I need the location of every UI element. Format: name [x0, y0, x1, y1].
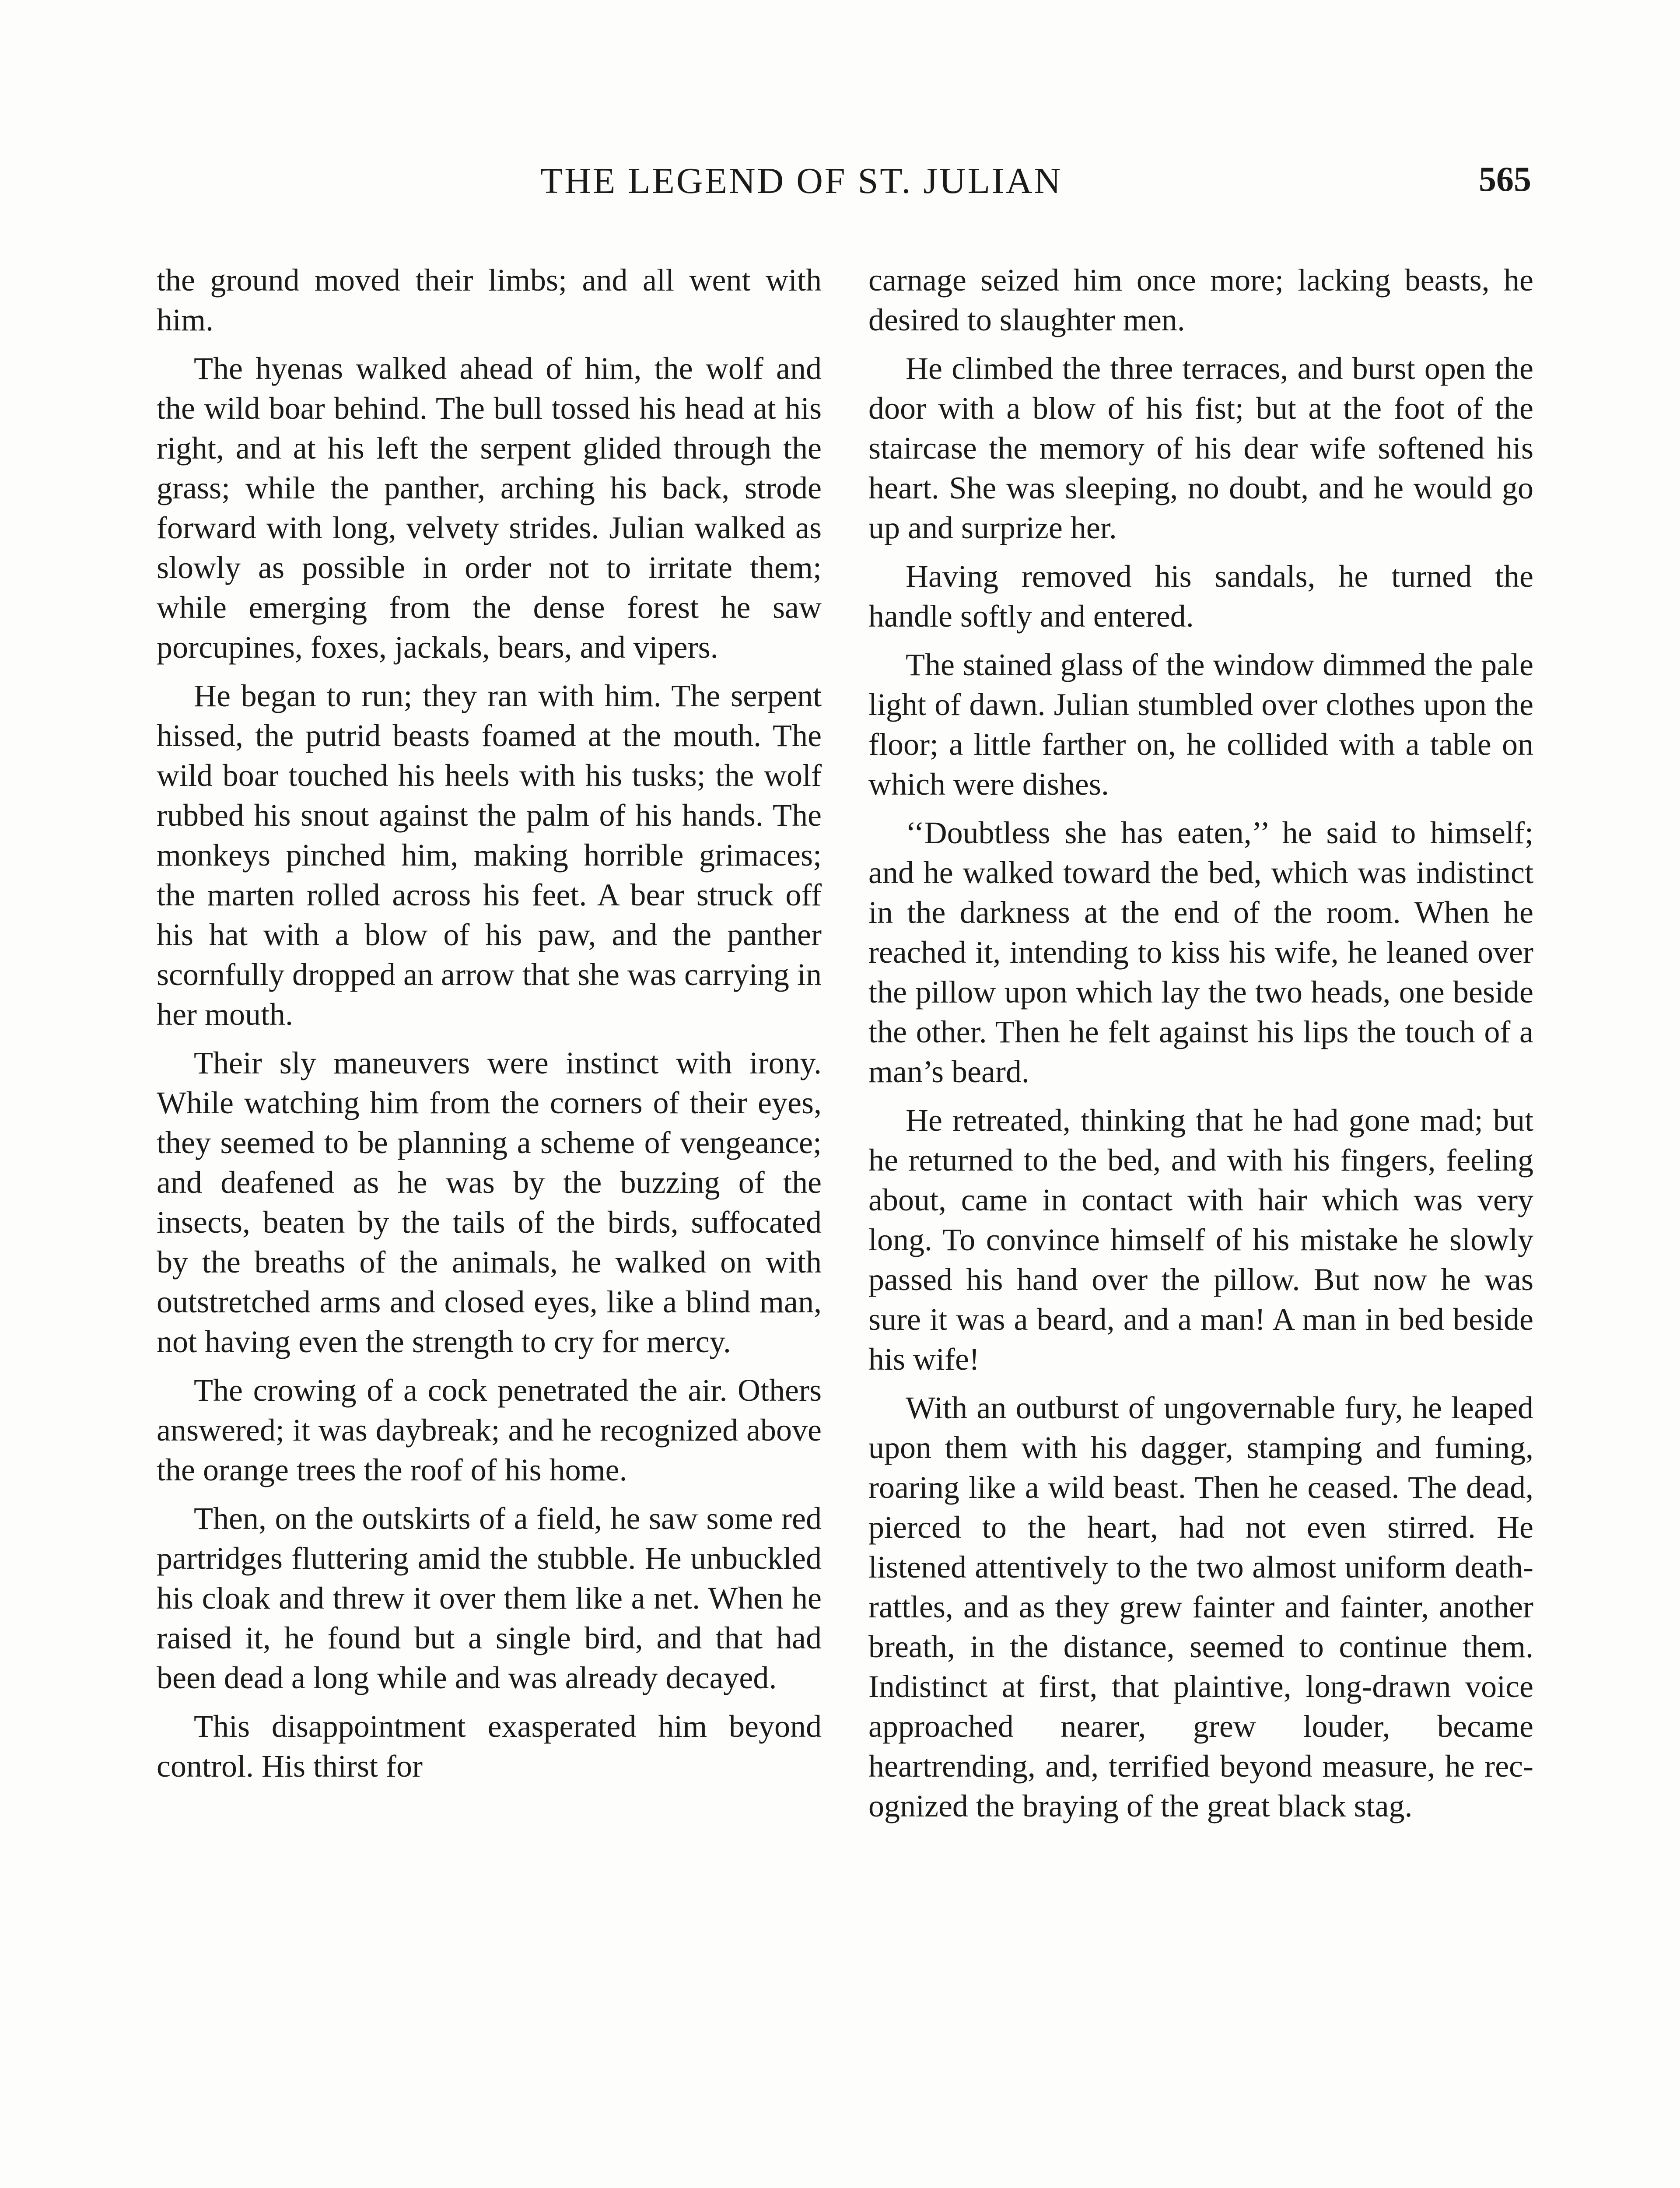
paragraph: carnage seized him once more; lacking beasts, he desired to slaughter men.: [868, 263, 1533, 337]
paragraph: the ground moved their limbs; and all went with him.: [157, 263, 822, 337]
paragraph: This disappointment exasperated him beyond control. His thirst for: [157, 1709, 822, 1784]
paragraph: The stained glass of the window dimmed the pale light of dawn. Julian stumbled over clothes upon the floor; a little farther on, he collided with a table on which were dishes.: [868, 647, 1533, 802]
paragraph: The hyenas walked ahead of him, the wolf and the wild boar behind. The bull tossed his head at his right, and at his left the serpent glided through the grass; while the panther, arching his back, strode forward with long, velvety strides. Julian walked as slowly as possible in order not to irritate them; while emerging from the dense forest he saw porcupines, foxes, jackals, bears, and vipers.: [157, 351, 822, 665]
left-column: [157, 260, 822, 1795]
right-column: [868, 260, 1533, 1835]
paragraph: With an outburst of ungovernable fury, he leaped upon them with his dagger, stamping and fuming, roaring like a wild beast. Then he ceased. The dead, pierced to the heart, had not even stirred. He listened attentively to the two almost uniform death-rattles, and as they grew fainter and fainter, another breath, in the distance, seemed to continue them. Indistinct at first, that plaintive, long-drawn voice approached nearer, grew louder, became heartrending, and, terrified beyond measure, he recognized the braying of the great black stag.: [868, 1390, 1533, 1823]
page-number: 565: [1479, 160, 1531, 199]
paragraph: Having removed his sandals, he turned the handle softly and entered.: [868, 559, 1533, 634]
paragraph: ‘‘Doubtless she has eaten,’’ he said to himself; and he walked toward the bed, which was indistinct in the darkness at the end of the room. When he reached it, intending to kiss his wife, he leaned over the pillow upon which lay the two heads, one beside the other. Then he felt against his lips the touch of a man’s beard.: [868, 815, 1533, 1089]
paragraph: He climbed the three terraces, and burst open the door with a blow of his fist; but at the foot of the staircase the memory of his dear wife softened his heart. She was sleeping, no doubt, and he would go up and surprize her.: [868, 351, 1533, 545]
paragraph: Their sly maneuvers were instinct with irony. While watching him from the corners of their eyes, they seemed to be planning a scheme of vengeance; and deafened as he was by the buzzing of the insects, beaten by the tails of the birds, suffocated by the breaths of the animals, he walked on with outstretched arms and closed eyes, like a blind man, not having even the strength to cry for mercy.: [157, 1045, 822, 1359]
paragraph: He retreated, thinking that he had gone mad; but he returned to the bed, and with his fingers, feeling about, came in contact with hair which was very long. To convince himself of his mistake he slowly passed his hand over the pillow. But now he was sure it was a beard, and a man! A man in bed beside his wife!: [868, 1103, 1533, 1377]
paragraph: The crowing of a cock penetrated the air. Others answered; it was daybreak; and he recognized above the orange trees the roof of his home.: [157, 1373, 822, 1487]
paragraph: He began to run; they ran with him. The serpent hissed, the putrid beasts foamed at the mouth. The wild boar touched his heels with his tusks; the wolf rubbed his snout against the palm of his hands. The monkeys pinched him, making horrible grimaces; the marten rolled across his feet. A bear struck off his hat with a blow of his paw, and the panther scornfully dropped an arrow that she was carrying in her mouth.: [157, 678, 822, 1032]
paragraph: Then, on the outskirts of a field, he saw some red partridges fluttering amid the stubble. He unbuckled his cloak and threw it over them like a net. When he raised it, he found but a single bird, and that had been dead a long while and was already decayed.: [157, 1501, 822, 1695]
running-title: THE LEGEND OF ST. JULIAN: [540, 161, 1063, 201]
running-head: [158, 160, 1531, 208]
